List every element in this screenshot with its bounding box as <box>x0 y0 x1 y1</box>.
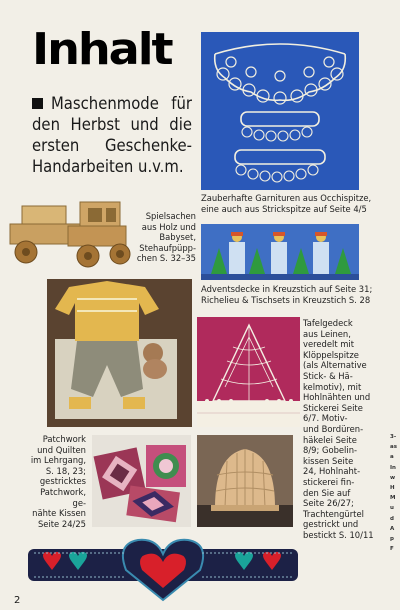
trachten-belt-photo <box>28 534 298 605</box>
square-bullet-icon <box>32 98 43 109</box>
knitted-item-photo <box>197 435 293 527</box>
advent-caption: Adventsdecke in Kreuzstich auf Seite 31; Richelieu & Tischsets in Kreuzstich S. 28 <box>201 284 373 305</box>
advent-photo <box>201 224 359 280</box>
knitted-baby-clothes-image <box>47 279 192 427</box>
patchwork-cushions-image <box>92 435 191 527</box>
babyset-photo <box>47 279 192 427</box>
page-number: 2 <box>14 595 21 606</box>
lace-collars-image <box>201 32 359 190</box>
table-caption: Tafelgedeck aus Leinen, veredelt mit Klöppelspitze (als Alternative Stick- & Hä- kelmotiv), mit Hohlnähten und Stickerei Seite 6/7. Motiv- und Bordüren- häkelei Seite 8/9; Gobelin- kissen Seite 24, Hohlnaht- stickerei fin- den Sie auf Seite 26/27; Trachtengürtel gestrickt und bestickt S. 10/11 <box>303 318 374 540</box>
margin-text-column: 3- as a In w H M u d A p F <box>390 434 397 553</box>
knitted-lampshade-image <box>197 435 293 527</box>
advent-cross-stitch-image <box>201 224 359 280</box>
lace-photo <box>201 32 359 190</box>
intro-text <box>32 93 192 177</box>
patchwork-photo <box>92 435 191 527</box>
table-linen-photo <box>197 317 300 427</box>
toys-caption: Spielsachen aus Holz und Babyset, Stehaufpüpp- chen S. 32–35 <box>136 211 196 264</box>
lace-tablecloth-image <box>197 317 300 427</box>
intro-body: Maschenmode für den Herbst und die ersten Geschenke-Handarbeiten u.v.m. <box>32 94 192 176</box>
patchwork-caption: Patchwork und Quilten im Lehrgang, S. 18, 23; gestricktes Patchwork, ge- nähte Kissen Seite 24/25 <box>30 434 86 529</box>
lace-caption: Zauberhafte Garnituren aus Occhispitze, eine auch aus Strickspitze auf Seite 4/5 <box>201 193 372 214</box>
page-title: Inhalt <box>32 24 172 75</box>
embroidered-belt-image <box>28 534 298 605</box>
